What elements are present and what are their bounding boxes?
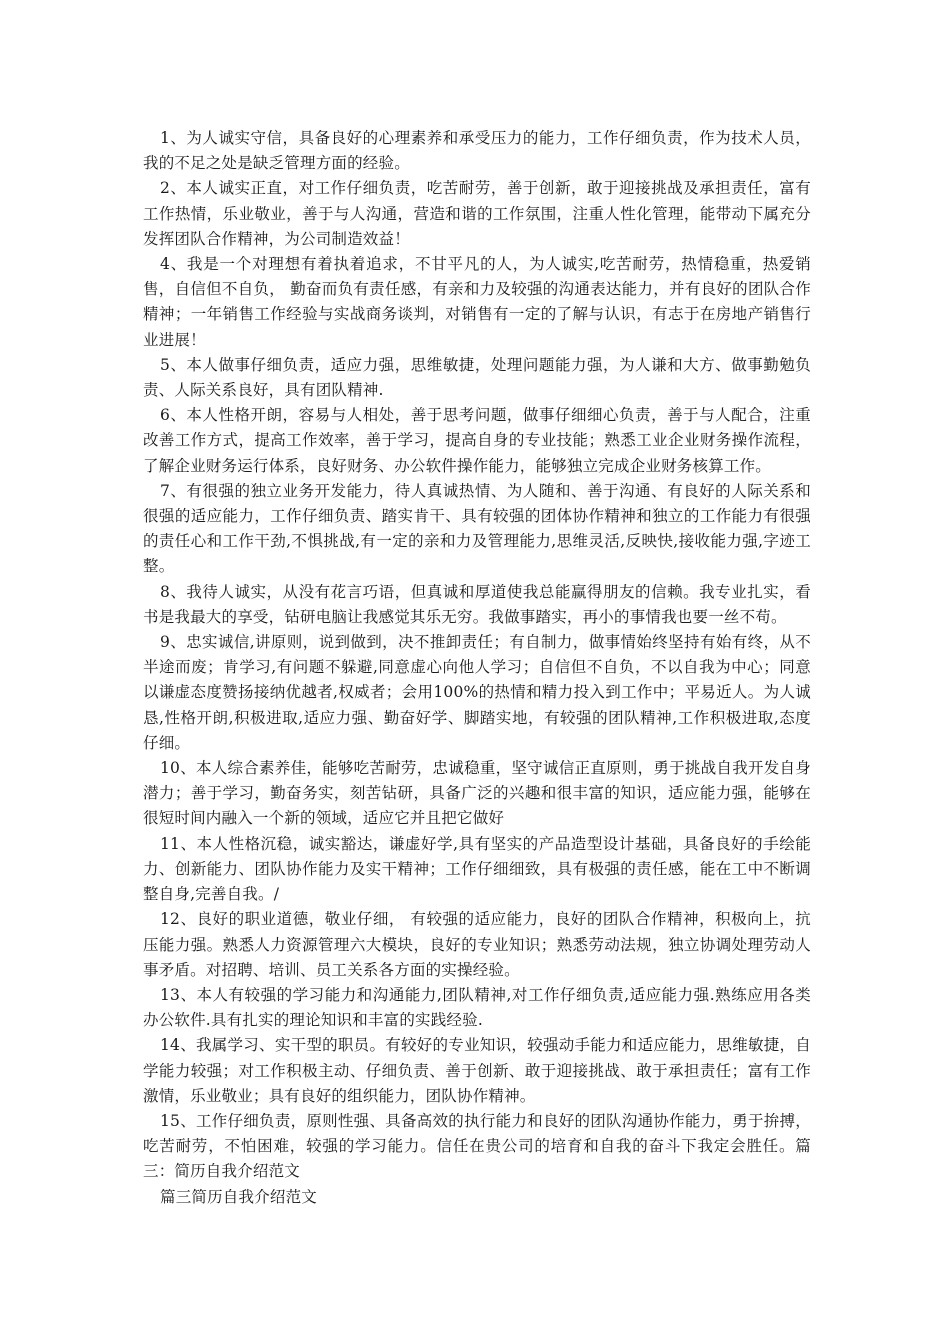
paragraph-10: 10、本人综合素养佳，能够吃苦耐劳，忠诚稳重，坚守诚信正直原则，勇于挑战自我开发自身潜力；善于学习，勤奋务实，刻苦钻研，具备广泛的兴趣和很丰富的知识，适应能力强，能够在很短时间内融入一个新的领域，适应它并且把它做好 xyxy=(143,759,811,828)
paragraph-5: 5、本人做事仔细负责，适应力强，思维敏捷，处理问题能力强，为人谦和大方、做事勤勉负责、人际关系良好，具有团队精神. xyxy=(143,355,811,400)
paragraph-13: 13、本人有较强的学习能力和沟通能力,团队精神,对工作仔细负责,适应能力强.熟练应用各类办公软件.具有扎实的理论知识和丰富的实践经验. xyxy=(143,985,811,1030)
paragraph-12: 12、良好的职业道德，敬业仔细， 有较强的适应能力，良好的团队合作精神，积极向上，抗压能力强。熟悉人力资源管理六大模块，良好的专业知识；熟悉劳动法规，独立协调处理劳动人事矛盾。对招聘、培训、员工关系各方面的实操经验。 xyxy=(143,910,811,979)
paragraph-14: 14、我属学习、实干型的职员。有较好的专业知识，较强动手能力和适应能力，思维敏捷，自学能力较强；对工作积极主动、仔细负责、善于创新、敢于迎接挑战、敢于承担责任；富有工作激情，乐业敬业；具有良好的组织能力，团队协作精神。 xyxy=(143,1036,811,1105)
paragraph-7: 7、有很强的独立业务开发能力，待人真诚热情、为人随和、善于沟通、有良好的人际关系和很强的适应能力，工作仔细负责、踏实肯干、具有较强的团体协作精神和独立的工作能力有很强的责任心和工作干劲,不惧挑战,有一定的亲和力及管理能力,思维灵活,反映快,接收能力强,字迹工整。 xyxy=(143,481,811,576)
paragraph-4: 4、我是一个对理想有着执着追求，不甘平凡的人，为人诚实,吃苦耐劳，热情稳重，热爱销售，自信但不自负， 勤奋而负有责任感，有亲和力及较强的沟通表达能力，并有良好的团队合作精神；一年销售工作经验与实战商务谈判，对销售有一定的了解与认识，有志于在房地产销售行业进展！ xyxy=(143,255,811,349)
paragraph-9: 9、忠实诚信,讲原则，说到做到，决不推卸责任；有自制力，做事情始终坚持有始有终，从不半途而废；肯学习,有问题不躲避,同意虚心向他人学习；自信但不自负，不以自我为中心；同意以谦虚态度赞扬接纳优越者,权威者；会用100%的热情和精力投入到工作中；平易近人。为人诚恳,性格开朗,积极进取,适应力强、勤奋好学、脚踏实地，有较强的团队精神,工作积极进取,态度仔细。 xyxy=(143,633,811,752)
document-page xyxy=(143,126,811,1210)
paragraph-11: 11、本人性格沉稳，诚实豁达，谦虚好学,具有坚实的产品造型设计基础，具备良好的手绘能力、创新能力、团队协作能力及实干精神；工作仔细细致，具有极强的责任感，能在工中不断调整自身,完善自我。/ xyxy=(143,834,811,904)
section-heading: 篇三简历自我介绍范文 xyxy=(160,1187,318,1206)
paragraph-8: 8、我待人诚实，从没有花言巧语，但真诚和厚道使我总能赢得朋友的信赖。我专业扎实，看书是我最大的享受，钻研电脑让我感觉其乐无穷。我做事踏实，再小的事情我也要一丝不苟。 xyxy=(143,582,811,626)
paragraph-1: 1、为人诚实守信，具备良好的心理素养和承受压力的能力，工作仔细负责，作为技术人员，我的不足之处是缺乏管理方面的经验。 xyxy=(143,129,811,173)
paragraph-6: 6、本人性格开朗，容易与人相处，善于思考问题，做事仔细细心负责，善于与人配合，注重改善工作方式，提高工作效率，善于学习，提高自身的专业技能；熟悉工业企业财务操作流程，了解企业财务运行体系，良好财务、办公软件操作能力，能够独立完成企业财务核算工作。 xyxy=(143,406,811,475)
paragraph-15: 15、工作仔细负责，原则性强、具备高效的执行能力和良好的团队沟通协作能力，勇于拚搏，吃苦耐劳，不怕困难，较强的学习能力。信任在贵公司的培育和自我的奋斗下我定会胜任。篇三：简历自我介绍范文 xyxy=(143,1111,811,1181)
paragraph-2: 2、本人诚实正直，对工作仔细负责，吃苦耐劳，善于创新，敢于迎接挑战及承担责任，富有工作热情，乐业敬业，善于与人沟通，营造和谐的工作氛围，注重人性化管理，能带动下属充分发挥团队合作精神，为公司制造效益！ xyxy=(143,179,811,248)
